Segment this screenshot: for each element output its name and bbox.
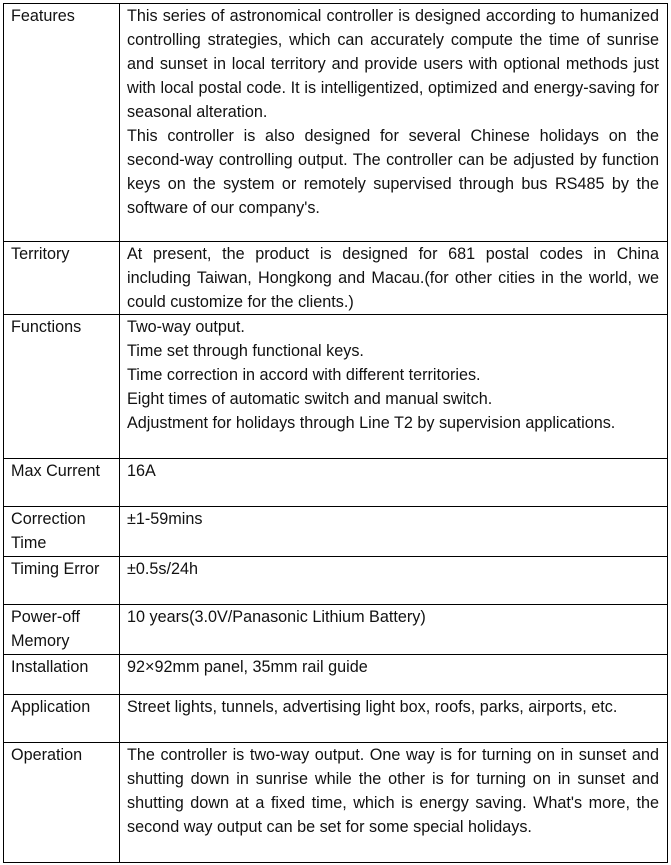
function-item: Time set through functional keys. (127, 342, 364, 360)
value-power-off-memory: 10 years(3.0V/Panasonic Lithium Battery) (120, 605, 668, 655)
row-application (4, 695, 668, 743)
label-max-current: Max Current (4, 459, 120, 507)
label-functions: Functions (4, 315, 120, 459)
value-installation: 92×92mm panel, 35mm rail guide (120, 655, 668, 695)
row-max-current (4, 459, 668, 507)
function-item: Eight times of automatic switch and manual switch. (127, 390, 493, 408)
function-item: Time correction in accord with different territories. (127, 366, 481, 384)
row-timing-error (4, 557, 668, 605)
operation-paragraph: The controller is two-way output. One way is for turning on in sunset and shutting down in sunrise while the other is for turning on in sunset and shutting down at a fixed time, which is energy saving. What's more, the second way output can be set for some special holidays. (127, 746, 659, 836)
row-functions (4, 315, 668, 459)
value-correction-time: ±1-59mins (120, 507, 668, 557)
value-timing-error: ±0.5s/24h (120, 557, 668, 605)
features-paragraph: This series of astronomical controller is designed according to humanized controlling strategies, which can accurately compute the time of sunrise and sunset in local territory and provide users with optional methods just with local postal code. It is intelligentized, optimized and energy-saving for seasonal alteration. (127, 7, 659, 121)
value-functions (120, 315, 668, 459)
territory-paragraph: At present, the product is designed for 681 postal codes in China including Taiwan, Hongkong and Macau.(for other cities in the world, we could customize for the clients.) (127, 245, 659, 311)
label-operation: Operation (4, 743, 120, 863)
row-correction-time (4, 507, 668, 557)
label-features: Features (4, 4, 120, 242)
label-power-off-memory: Power-off Memory (4, 605, 120, 655)
spec-table (3, 3, 668, 863)
row-features (4, 4, 668, 242)
label-timing-error: Timing Error (4, 557, 120, 605)
features-paragraph: This controller is also designed for several Chinese holidays on the second-way controlling output. The controller can be adjusted by function keys on the system or remotely supervised through bus RS485 by the software of our company's. (127, 127, 659, 217)
function-item: Adjustment for holidays through Line T2 by supervision applications. (127, 414, 616, 432)
label-installation: Installation (4, 655, 120, 695)
label-territory: Territory (4, 242, 120, 315)
label-application: Application (4, 695, 120, 743)
function-item: Two-way output. (127, 318, 245, 336)
value-application: Street lights, tunnels, advertising light box, roofs, parks, airports, etc. (120, 695, 668, 743)
value-territory (120, 242, 668, 315)
row-power-off-memory (4, 605, 668, 655)
label-correction-time: Correction Time (4, 507, 120, 557)
value-operation (120, 743, 668, 863)
row-operation (4, 743, 668, 863)
row-territory (4, 242, 668, 315)
row-installation (4, 655, 668, 695)
value-max-current: 16A (120, 459, 668, 507)
value-features (120, 4, 668, 242)
